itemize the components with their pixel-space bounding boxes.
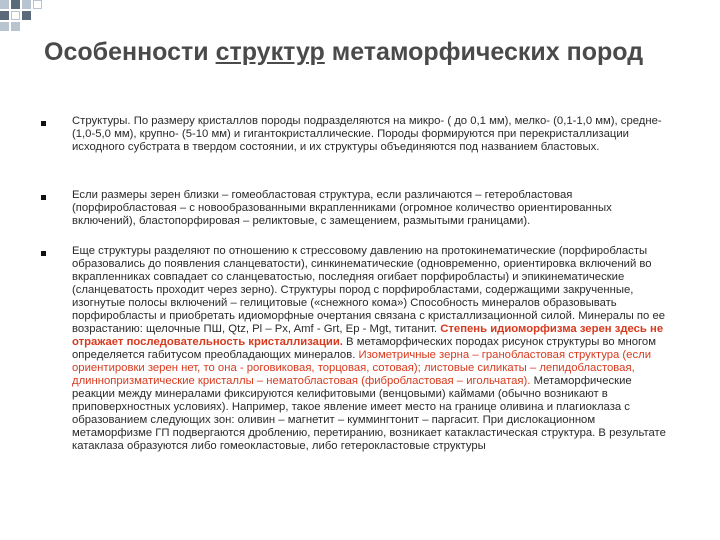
bullet-marker-2 <box>41 195 46 200</box>
bullet-marker-1 <box>41 121 46 126</box>
paragraph-3-text-a: Еще структуры разделяют по отношению к стрессовому давлению на протокинематические (порфиробласты образовались до появления сланцеватости), синкинематические (одновременно, ориентировка включений во вкрапленниках совпадает со сланцеватостью, последняя огибает порфиробласты) и эпикинематические (сланцеватость проходит через зерно). Структуры пород с порфиробластами, содержащими закрученные, изогнутые полосы включений – гелицитовые («снежного кома») Способность минералов образовывать порфиробласты и приобретать идиоморфные очертания связана с кристаллизационной силой. Минералы по ее возрастанию: щелочные ПШ, Qtz, Pl – Px, Amf - Grt, Ep - Mgt, титанит. <box>72 245 666 335</box>
paragraph-3-highlight-bold: Степень идиоморфизма зерен здесь не отражает последовательность кристаллизации. <box>72 323 664 348</box>
title-part-2: структур <box>215 38 325 66</box>
paragraph-2: Если размеры зерен близки – гомеобластовая структура, если различаются – гетеробластовая (порфиробластовая – с новообразованными вкрапленниками (огромное количество ориентированных включений), бластопорфировая – реликтовые, с замещением, размытыми границами). <box>72 189 612 227</box>
page-title <box>44 36 684 69</box>
title-part-1: Особенности <box>44 38 216 66</box>
paragraph-3-text-c: Метаморфические реакции между минералами фиксируются келифитовыми (венцовыми) каймами (обычно возникают в приповерхностных условиях). Например, такое явление имеет место на границе оливина и плагиоклаза с образованием следующих зон: оливин – магнетит – куммингтонит – паргасит. При дислокационном метаморфизме ГП подвергаются дроблению, перетиранию, возникает катакластическая структура. В результате катаклаза образуются либо гомеокластовые, либо гетерокластовые структуры <box>72 375 666 452</box>
paragraph-1: Структуры. По размеру кристаллов породы подразделяются на микро- ( до 0,1 мм), мелко- (0,1-1,0 мм), средне- (1,0-5,0 мм), крупно- (5-10 мм) и гигантокристаллические. Породы формируются при перекристаллизации исходного субстрата в твердом состоянии, и их структуры объединяются под названием бластовых. <box>72 115 662 153</box>
paragraph-3-text-b: В метаморфических породах рисунок структуры во многом определяется габитусом преобладающих минералов. <box>72 336 656 361</box>
paragraph-3 <box>72 245 672 453</box>
title-part-3: метаморфических пород <box>324 38 644 66</box>
paragraph-3-highlight: Изометричные зерна – гранобластовая структура (если ориентировки зерен нет, то она - роговиковая, торцовая, сотовая); листовые силикаты – лепидобластовая, длиннопризматические кристаллы – нематобластовая (фибробластовая – игольчатая). <box>72 349 652 387</box>
corner-decoration <box>0 0 60 40</box>
bullet-marker-3 <box>41 251 46 256</box>
